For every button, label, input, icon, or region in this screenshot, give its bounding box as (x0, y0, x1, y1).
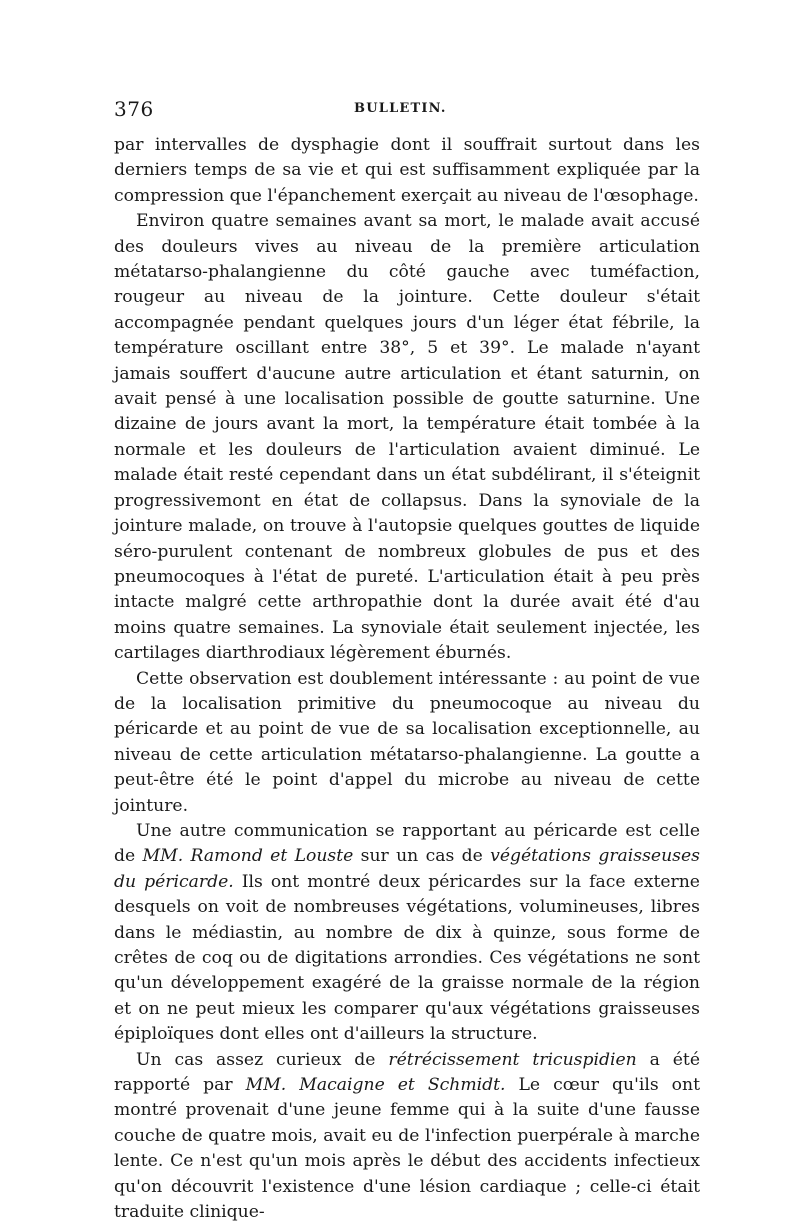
text-run: a été rapporté par (114, 1049, 700, 1096)
paragraph (114, 1048, 700, 1225)
text-run: Cette observation est doublement intéressante : au point de vue de la localisation primitive du pneumocoque au niveau du péricarde et au point de vue de sa localisation exceptionnelle, au niveau de cette articulation métatarso-phalangienne. La goutte a peut-être été le point d'appel du microbe au niveau de cette jointure. (114, 668, 700, 816)
body-text (114, 133, 700, 1225)
italic-text: MM. Ramond et Louste (142, 846, 354, 867)
text-run: Une autre communication se rapportant au péricarde est celle de (114, 820, 700, 867)
italic-text: végétations graisseuses du péricarde. (114, 846, 700, 892)
running-head: BULLETIN. (354, 101, 447, 116)
paragraph (114, 133, 700, 209)
text-run: Environ quatre semaines avant sa mort, le malade avait accusé des douleurs vives au niveau de la première articulation métatarso-phalangienne du côté gauche avec tuméfaction, rougeur au niveau de la jointure. Cette douleur s'était accompagnée pendant quelques jours d'un léger état fébrile, la température oscillant entre 38°, 5 et 39°. Le malade n'ayant jamais souffert d'aucune autre articulation et étant saturnin, on avait pensé à une localisation possible de goutte saturnine. Une dizaine de jours avant la mort, la température était tombée à la normale et les douleurs de l'articulation avaient diminué. Le malade était resté cependant dans un état subdélirant, il s'éteignit progressivemont en état de collapsus. Dans la synoviale de la jointure malade, on trouve à l'autopsie quelques gouttes de liquide séro-purulent contenant de nombreux globules de pus et des pneumocoques à l'état de pureté. L'articulation était à peu près intacte malgré cette arthropathie dont la durée avait été d'au moins quatre semaines. La synoviale était seulement injectée, les cartilages diarthrodiaux légèrement éburnés. (114, 211, 700, 664)
text-run: sur un cas de (353, 846, 491, 867)
page-number: 376 (114, 97, 154, 121)
text-run: Un cas assez curieux de (136, 1049, 389, 1070)
page-header (114, 97, 700, 119)
text-run: Le cœur qu'ils ont montré provenait d'une jeune femme qui à la suite d'une fausse couche de quatre mois, avait eu de l'infection puerpérale à marche lente. Ce n'est qu'un mois après le début des accidents infectieux qu'on découvrit l'existence d'une lésion cardiaque ; celle-ci était traduite clinique- (114, 1075, 700, 1223)
paragraph (114, 667, 700, 819)
paragraph (114, 819, 700, 1048)
text-run: par intervalles de dysphagie dont il souffrait surtout dans les derniers temps de sa vie et qui est suffisamment expliquée par la compression que l'épanchement exerçait au niveau de l'œsophage. (114, 135, 700, 206)
text-run: Ils ont montré deux péricardes sur la face externe desquels on voit de nombreuses végétations, volumineuses, libres dans le médiastin, au nombre de dix à quinze, sous forme de crêtes de coq ou de digitations arrondies. Ces végétations ne sont qu'un développement exagéré de la graisse normale de la région et on ne peut mieux les comparer qu'aux végétations graisseuses épiploïques dont elles ont d'ailleurs la structure. (114, 871, 700, 1045)
italic-text: rétrécissement tricuspidien (388, 1049, 637, 1070)
italic-text: MM. Macaigne et Schmidt. (245, 1075, 506, 1096)
paragraph (114, 209, 700, 666)
